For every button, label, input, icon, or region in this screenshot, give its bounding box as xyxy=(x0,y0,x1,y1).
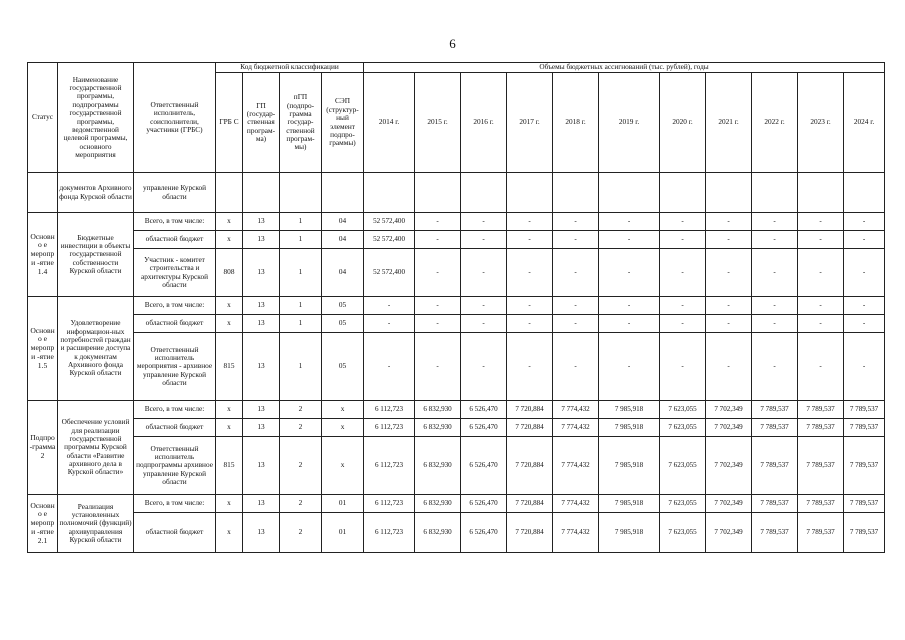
grbs-cell: 808 xyxy=(216,249,243,297)
value-cell: 52 572,400 xyxy=(364,213,415,231)
value-cell: 7 702,349 xyxy=(706,513,752,553)
gp-cell: 13 xyxy=(243,333,280,401)
value-cell: 7 623,055 xyxy=(660,437,706,495)
value-cell xyxy=(507,173,553,213)
value-cell: 52 572,400 xyxy=(364,249,415,297)
value-cell: 7 985,918 xyxy=(599,401,660,419)
value-cell: 6 526,470 xyxy=(461,495,507,513)
value-cell: - xyxy=(415,315,461,333)
sep-cell: 05 xyxy=(322,333,364,401)
value-cell: 7 720,884 xyxy=(507,401,553,419)
value-cell: - xyxy=(461,333,507,401)
value-cell: 7 720,884 xyxy=(507,419,553,437)
value-cell xyxy=(599,173,660,213)
grbs-cell: х xyxy=(216,231,243,249)
value-cell: 7 789,537 xyxy=(752,401,798,419)
value-cell: 7 702,349 xyxy=(706,437,752,495)
value-cell: 7 702,349 xyxy=(706,401,752,419)
table-row xyxy=(28,495,885,513)
grbs-cell: х xyxy=(216,297,243,315)
table-row xyxy=(28,333,885,401)
header-year: 2015 г. xyxy=(415,73,461,173)
executor-cell: Всего, в том числе: xyxy=(134,297,216,315)
pgp-cell: 1 xyxy=(280,213,322,231)
value-cell xyxy=(461,173,507,213)
table-body xyxy=(28,173,885,553)
pgp-cell: 1 xyxy=(280,231,322,249)
page-number: 6 xyxy=(449,36,456,51)
header-year: 2018 г. xyxy=(553,73,599,173)
executor-cell: Всего, в том числе: xyxy=(134,401,216,419)
grbs-cell: х xyxy=(216,401,243,419)
pgp-cell: 2 xyxy=(280,495,322,513)
value-cell: - xyxy=(415,213,461,231)
gp-cell: 13 xyxy=(243,419,280,437)
header-code-group: Код бюджетной классификации xyxy=(216,63,364,73)
value-cell: - xyxy=(461,231,507,249)
value-cell: - xyxy=(844,297,885,315)
value-cell: - xyxy=(415,249,461,297)
grbs-cell: х xyxy=(216,315,243,333)
value-cell: - xyxy=(364,333,415,401)
table-row xyxy=(28,437,885,495)
value-cell xyxy=(553,173,599,213)
value-cell: 7 789,537 xyxy=(798,495,844,513)
value-cell: 7 789,537 xyxy=(798,419,844,437)
value-cell: - xyxy=(553,315,599,333)
gp-cell: 13 xyxy=(243,315,280,333)
value-cell xyxy=(706,173,752,213)
status-cell xyxy=(28,173,58,213)
value-cell: - xyxy=(798,249,844,297)
header-status: Статус xyxy=(28,63,58,173)
value-cell: 6 832,930 xyxy=(415,419,461,437)
value-cell: 6 832,930 xyxy=(415,513,461,553)
value-cell: - xyxy=(461,297,507,315)
value-cell: 7 789,537 xyxy=(844,419,885,437)
value-cell: 7 702,349 xyxy=(706,419,752,437)
value-cell: 7 720,884 xyxy=(507,437,553,495)
header-pgp: пГП (подпро-грамма государ-ственной програм-мы) xyxy=(280,73,322,173)
sep-cell: 04 xyxy=(322,231,364,249)
value-cell: - xyxy=(752,333,798,401)
header-year: 2014 г. xyxy=(364,73,415,173)
program-name-cell: Реализация установленных полномочий (функций) архивуправления Курской области xyxy=(58,495,134,553)
table-row xyxy=(28,297,885,315)
value-cell: - xyxy=(553,231,599,249)
sep-cell: х xyxy=(322,437,364,495)
value-cell: - xyxy=(752,249,798,297)
sep-cell: х xyxy=(322,419,364,437)
value-cell xyxy=(752,173,798,213)
value-cell: - xyxy=(752,231,798,249)
value-cell: - xyxy=(599,249,660,297)
gp-cell: 13 xyxy=(243,513,280,553)
executor-cell: Участник - комитет строительства и архитектуры Курской области xyxy=(134,249,216,297)
pgp-cell: 1 xyxy=(280,333,322,401)
header-sep: СЭП (структур-ный элемент подпро-граммы) xyxy=(322,73,364,173)
status-cell: Основно е меропри -ятие 1.5 xyxy=(28,297,58,401)
table-row xyxy=(28,213,885,231)
header-year: 2024 г. xyxy=(844,73,885,173)
grbs-cell: х xyxy=(216,419,243,437)
pgp-cell: 1 xyxy=(280,315,322,333)
gp-cell: 13 xyxy=(243,495,280,513)
grbs-cell: 815 xyxy=(216,333,243,401)
value-cell: 7 774,432 xyxy=(553,513,599,553)
header-year: 2019 г. xyxy=(599,73,660,173)
value-cell: 7 789,537 xyxy=(844,401,885,419)
pgp-cell: 2 xyxy=(280,419,322,437)
value-cell: 7 789,537 xyxy=(844,513,885,553)
value-cell: - xyxy=(844,315,885,333)
program-name-cell: документов Архивного фонда Курской области xyxy=(58,173,134,213)
value-cell: - xyxy=(844,231,885,249)
value-cell: - xyxy=(660,213,706,231)
executor-cell: Всего, в том числе: xyxy=(134,495,216,513)
gp-cell: 13 xyxy=(243,213,280,231)
table-row xyxy=(28,249,885,297)
table-row xyxy=(28,513,885,553)
executor-cell: областной бюджет xyxy=(134,513,216,553)
gp-cell: 13 xyxy=(243,437,280,495)
value-cell: - xyxy=(599,297,660,315)
value-cell xyxy=(844,173,885,213)
executor-cell: управление Курской области xyxy=(134,173,216,213)
value-cell: - xyxy=(660,249,706,297)
value-cell: - xyxy=(507,249,553,297)
gp-cell xyxy=(243,173,280,213)
value-cell: 6 112,723 xyxy=(364,419,415,437)
pgp-cell: 1 xyxy=(280,249,322,297)
value-cell: - xyxy=(798,333,844,401)
value-cell: 7 774,432 xyxy=(553,401,599,419)
value-cell: 7 789,537 xyxy=(752,437,798,495)
value-cell: 6 526,470 xyxy=(461,437,507,495)
value-cell: 52 572,400 xyxy=(364,231,415,249)
value-cell: - xyxy=(844,249,885,297)
value-cell xyxy=(415,173,461,213)
value-cell: 7 789,537 xyxy=(798,437,844,495)
pgp-cell: 2 xyxy=(280,513,322,553)
value-cell: 6 832,930 xyxy=(415,437,461,495)
header-name: Наименование государственной программы, подпрограммы государственной программы, ведомственной целевой программы, основного мероприятия xyxy=(58,63,134,173)
value-cell: - xyxy=(599,213,660,231)
gp-cell: 13 xyxy=(243,231,280,249)
value-cell: - xyxy=(415,333,461,401)
value-cell: - xyxy=(798,231,844,249)
value-cell: 7 985,918 xyxy=(599,419,660,437)
value-cell: - xyxy=(752,297,798,315)
gp-cell: 13 xyxy=(243,401,280,419)
header-year: 2021 г. xyxy=(706,73,752,173)
grbs-cell: 815 xyxy=(216,437,243,495)
value-cell: - xyxy=(660,333,706,401)
gp-cell: 13 xyxy=(243,249,280,297)
value-cell: 7 789,537 xyxy=(844,495,885,513)
value-cell: - xyxy=(461,213,507,231)
value-cell: - xyxy=(507,213,553,231)
value-cell: 6 112,723 xyxy=(364,513,415,553)
value-cell: 6 832,930 xyxy=(415,401,461,419)
value-cell: - xyxy=(660,231,706,249)
value-cell: - xyxy=(599,315,660,333)
value-cell: 7 623,055 xyxy=(660,513,706,553)
value-cell: - xyxy=(706,231,752,249)
value-cell: - xyxy=(844,333,885,401)
value-cell: 7 789,537 xyxy=(844,437,885,495)
value-cell: 7 789,537 xyxy=(752,513,798,553)
table-row xyxy=(28,315,885,333)
value-cell: - xyxy=(553,249,599,297)
value-cell: 7 789,537 xyxy=(752,419,798,437)
value-cell: - xyxy=(415,231,461,249)
value-cell: 6 526,470 xyxy=(461,513,507,553)
value-cell: 7 623,055 xyxy=(660,419,706,437)
value-cell: - xyxy=(798,315,844,333)
program-name-cell: Бюджетные инвестиции в объекты государственной собственности Курской области xyxy=(58,213,134,297)
value-cell: 7 720,884 xyxy=(507,495,553,513)
executor-cell: Ответственный исполнитель мероприятия - архивное управление Курской области xyxy=(134,333,216,401)
value-cell: 7 789,537 xyxy=(798,513,844,553)
value-cell: 7 720,884 xyxy=(507,513,553,553)
value-cell xyxy=(364,173,415,213)
value-cell xyxy=(798,173,844,213)
value-cell: - xyxy=(461,315,507,333)
header-year: 2022 г. xyxy=(752,73,798,173)
value-cell: - xyxy=(553,333,599,401)
value-cell: 6 832,930 xyxy=(415,495,461,513)
gp-cell: 13 xyxy=(243,297,280,315)
value-cell xyxy=(660,173,706,213)
table-row xyxy=(28,419,885,437)
header-year: 2023 г. xyxy=(798,73,844,173)
value-cell: - xyxy=(752,315,798,333)
value-cell: - xyxy=(599,333,660,401)
value-cell: 7 774,432 xyxy=(553,419,599,437)
value-cell: 7 789,537 xyxy=(798,401,844,419)
value-cell: - xyxy=(553,213,599,231)
status-cell: Основно е меропри -ятие 1.4 xyxy=(28,213,58,297)
value-cell: - xyxy=(752,213,798,231)
value-cell: - xyxy=(507,297,553,315)
value-cell: - xyxy=(461,249,507,297)
value-cell: 7 985,918 xyxy=(599,495,660,513)
program-name-cell: Обеспечение условий для реализации государственной программы Курской области «Развитие архивного дела в Курской области» xyxy=(58,401,134,495)
sep-cell: 01 xyxy=(322,513,364,553)
program-name-cell: Удовлетворение информацион-ных потребностей граждан и расширение доступа к документам Архивного фонда Курской области xyxy=(58,297,134,401)
header-volume-group: Объемы бюджетных ассигнований (тыс. рублей), годы xyxy=(364,63,885,73)
value-cell: 7 789,537 xyxy=(752,495,798,513)
pgp-cell: 2 xyxy=(280,401,322,419)
value-cell: - xyxy=(364,297,415,315)
value-cell: 6 112,723 xyxy=(364,437,415,495)
value-cell: 6 112,723 xyxy=(364,401,415,419)
executor-cell: Ответственный исполнитель подпрограммы архивное управление Курской области xyxy=(134,437,216,495)
executor-cell: областной бюджет xyxy=(134,419,216,437)
sep-cell: 04 xyxy=(322,213,364,231)
value-cell: - xyxy=(507,315,553,333)
value-cell: - xyxy=(364,315,415,333)
value-cell: 7 774,432 xyxy=(553,437,599,495)
budget-table xyxy=(27,62,885,553)
status-cell: Подпро-грамма 2 xyxy=(28,401,58,495)
value-cell: - xyxy=(798,297,844,315)
value-cell: 7 702,349 xyxy=(706,495,752,513)
header-year: 2020 г. xyxy=(660,73,706,173)
sep-cell: х xyxy=(322,401,364,419)
value-cell: - xyxy=(706,297,752,315)
value-cell: - xyxy=(507,333,553,401)
value-cell: - xyxy=(660,297,706,315)
value-cell: - xyxy=(706,333,752,401)
sep-cell: 04 xyxy=(322,249,364,297)
executor-cell: областной бюджет xyxy=(134,315,216,333)
sep-cell: 05 xyxy=(322,315,364,333)
table-row xyxy=(28,231,885,249)
executor-cell: областной бюджет xyxy=(134,231,216,249)
status-cell: Основно е меропри -ятие 2.1 xyxy=(28,495,58,553)
value-cell: 7 623,055 xyxy=(660,495,706,513)
header-gp: ГП (государ-ственная програм-ма) xyxy=(243,73,280,173)
value-cell: 7 774,432 xyxy=(553,495,599,513)
grbs-cell: х xyxy=(216,513,243,553)
pgp-cell xyxy=(280,173,322,213)
grbs-cell: х xyxy=(216,495,243,513)
value-cell: - xyxy=(844,213,885,231)
value-cell: - xyxy=(660,315,706,333)
value-cell: - xyxy=(706,315,752,333)
value-cell: - xyxy=(706,249,752,297)
table-row xyxy=(28,401,885,419)
value-cell: - xyxy=(553,297,599,315)
value-cell: - xyxy=(415,297,461,315)
value-cell: - xyxy=(507,231,553,249)
value-cell: 6 526,470 xyxy=(461,419,507,437)
header-year: 2016 г. xyxy=(461,73,507,173)
sep-cell xyxy=(322,173,364,213)
pgp-cell: 2 xyxy=(280,437,322,495)
grbs-cell: х xyxy=(216,213,243,231)
table-row xyxy=(28,173,885,213)
value-cell: 7 985,918 xyxy=(599,437,660,495)
value-cell: 7 985,918 xyxy=(599,513,660,553)
value-cell: - xyxy=(599,231,660,249)
value-cell: 7 623,055 xyxy=(660,401,706,419)
header-year: 2017 г. xyxy=(507,73,553,173)
sep-cell: 05 xyxy=(322,297,364,315)
value-cell: - xyxy=(706,213,752,231)
value-cell: - xyxy=(798,213,844,231)
value-cell: 6 526,470 xyxy=(461,401,507,419)
sep-cell: 01 xyxy=(322,495,364,513)
header-executor: Ответственный исполнитель, соисполнители, участники (ГРБС) xyxy=(134,63,216,173)
grbs-cell xyxy=(216,173,243,213)
value-cell: 6 112,723 xyxy=(364,495,415,513)
executor-cell: Всего, в том числе: xyxy=(134,213,216,231)
header-grbs: ГРБ С xyxy=(216,73,243,173)
pgp-cell: 1 xyxy=(280,297,322,315)
